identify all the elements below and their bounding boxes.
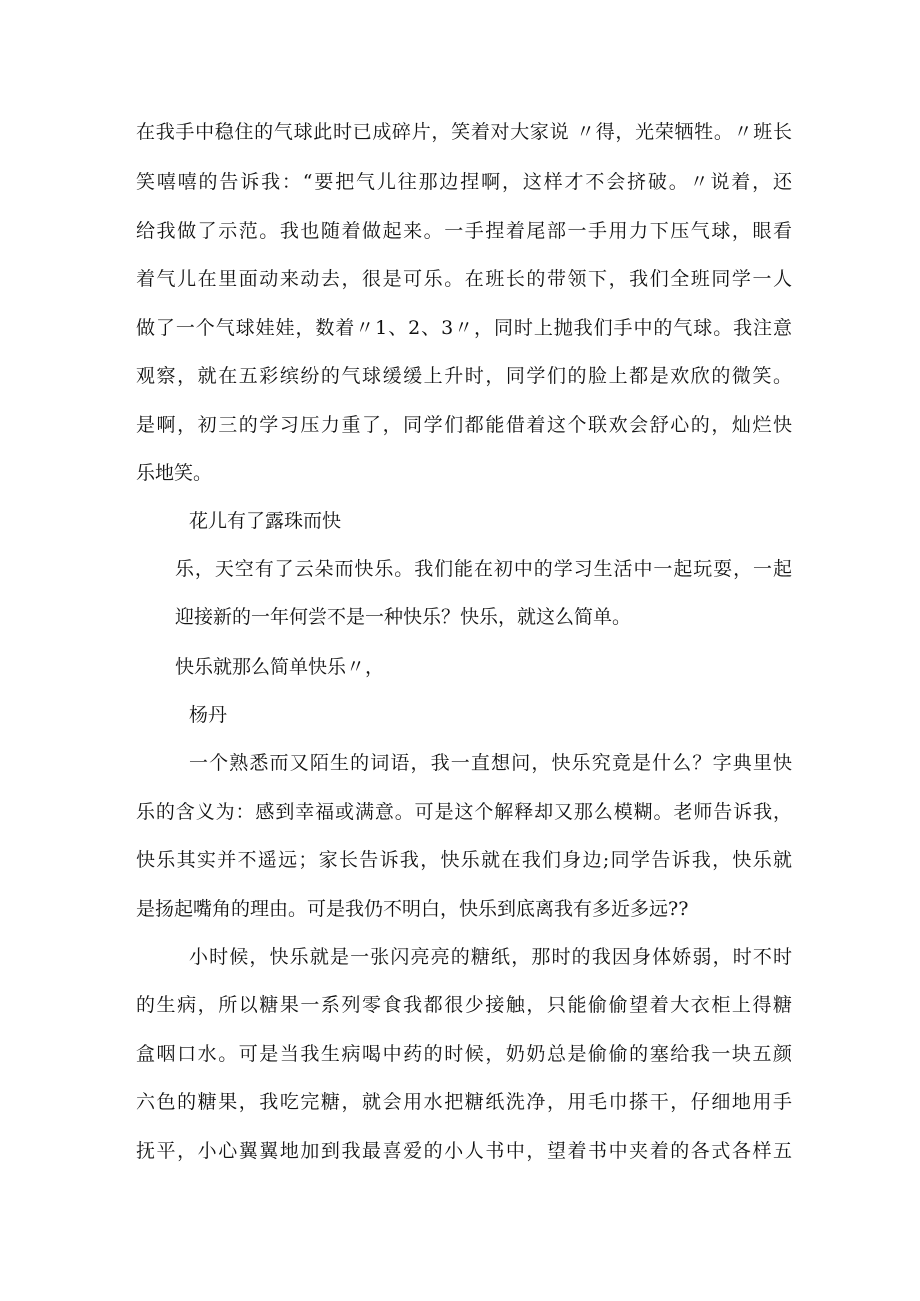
text-line-14: 一个熟悉而又陌生的词语，我一直想问，快乐究竟是什么？字典里快 [189,752,792,774]
text-line-2: 笑嘻嘻的告诉我：“要把气儿往那边捏啊，这样才不会挤破。〃说着，还 [136,171,792,193]
text-line-11: 迎接新的一年何尝不是一种快乐？快乐，就这么简单。 [175,606,632,628]
text-line-3: 给我做了示范。我也随着做起来。一手捏着尾部一手用力下压气球，眼看 [136,220,792,242]
text-line-19: 的生病，所以糖果一系列零食我都很少接触，只能偷偷望着大衣柜上得糖 [136,994,792,1016]
text-line-10: 乐，天空有了云朵而快乐。我们能在初中的学习生活中一起玩耍，一起 [175,558,792,580]
text-line-16: 快乐其实并不遥远；家长告诉我，快乐就在我们身边;同学告诉我，快乐就 [136,849,792,871]
text-line-5: 做了一个气球娃娃，数着〃1、2、3〃，同时上抛我们手中的气球。我注意 [136,317,792,339]
text-line-4: 着气儿在里面动来动去，很是可乐。在班长的带领下，我们全班同学一人 [136,268,792,290]
text-line-21: 六色的糖果，我吃完糖，就会用水把糖纸洗净，用毛巾搽干，仔细地用手 [136,1091,792,1113]
text-line-7: 是啊，初三的学习压力重了，同学们都能借着这个联欢会舒心的，灿烂快 [136,414,792,436]
text-line-12: 快乐就那么简单快乐〃， [175,656,385,678]
text-line-8: 乐地笑。 [136,462,213,484]
text-line-18: 小时候，快乐就是一张闪亮亮的糖纸，那时的我因身体娇弱，时不时 [189,946,792,968]
text-line-15: 乐的含义为：感到幸福或满意。可是这个解释却又那么模糊。老师告诉我， [136,801,792,823]
text-line-6: 观察，就在五彩缤纷的气球缓缓上升时，同学们的脸上都是欢欣的微笑。 [136,365,792,387]
text-line-9: 花儿有了露珠而快 [189,510,342,532]
text-line-22: 抚平，小心翼翼地加到我最喜爱的小人书中，望着书中夹着的各式各样五 [136,1140,792,1162]
text-line-17: 是扬起嘴角的理由。可是我仍不明白，快乐到底离我有多近多远?? [136,898,689,920]
text-line-20: 盒咽口水。可是当我生病喝中药的时候，奶奶总是偷偷的塞给我一块五颜 [136,1043,792,1065]
text-line-13: 杨丹 [189,704,228,726]
text-line-1: 在我手中稳住的气球此时已成碎片，笑着对大家说 〃得，光荣牺牲。〃班长 [136,121,792,143]
